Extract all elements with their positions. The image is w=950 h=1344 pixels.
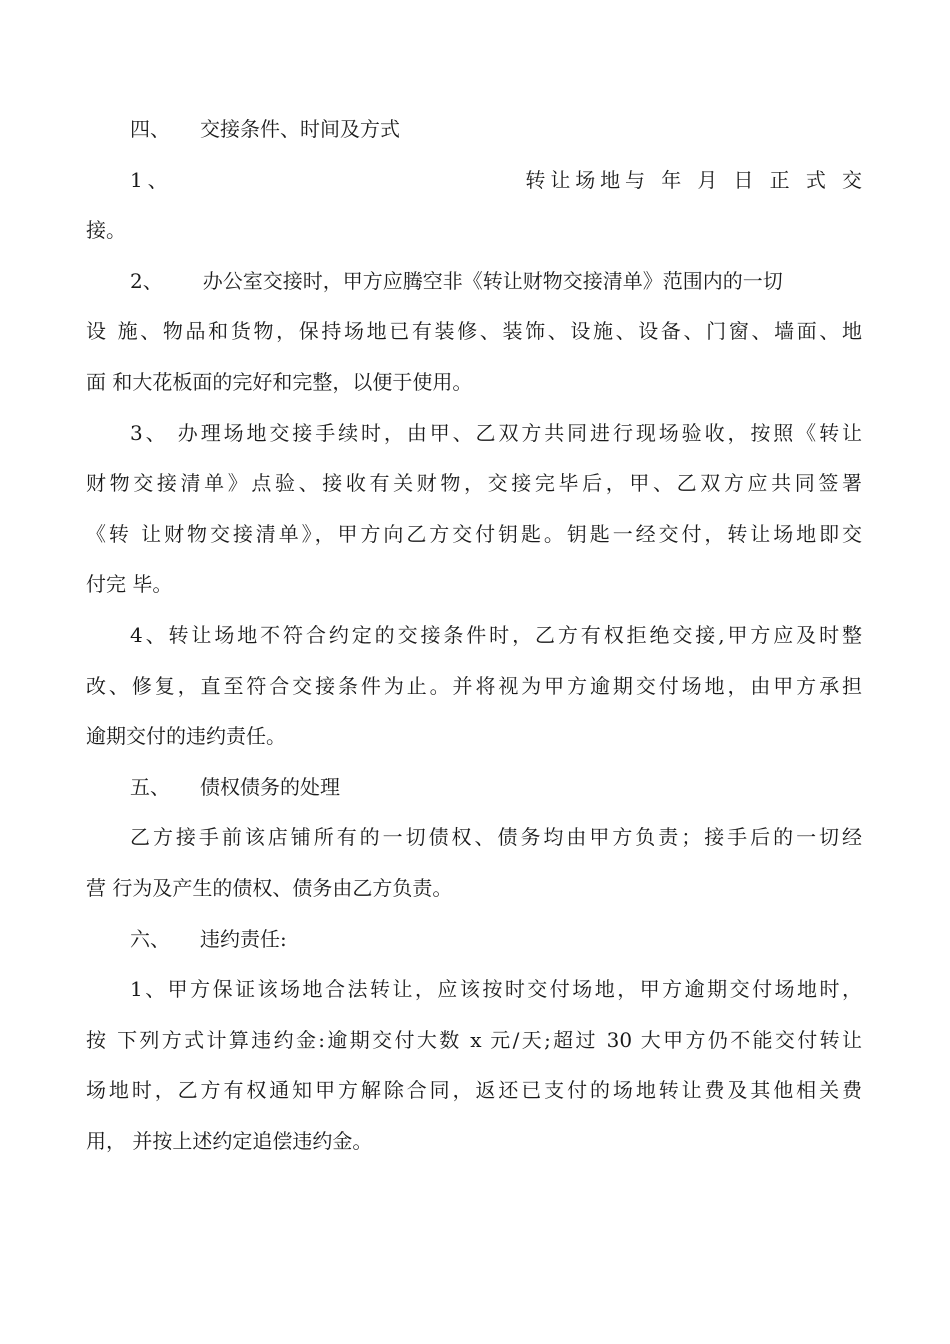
- item-4-line-1: 4、转让场地不符合约定的交接条件时，乙方有权拒绝交接,甲方应及时整: [130, 622, 862, 647]
- para-5-line-1: 乙方接手前该店铺所有的一切债权、债务均由甲方负责；接手后的一切经: [130, 825, 862, 850]
- item-6-1-line-1: 1、甲方保证该场地合法转让，应该按时交付场地，甲方逾期交付场地时，: [130, 977, 862, 1002]
- section-number: 六、: [130, 926, 170, 951]
- para-5-line-2: 营 行为及产生的债权、债务由乙方负责。: [86, 875, 453, 900]
- item-6-1-line-2: 按 下列方式计算违约金:逾期交付大数 x 元/天;超过 30 大甲方仍不能交付转让: [86, 1027, 862, 1052]
- item-number: 2、: [130, 268, 163, 293]
- section-title: 交接条件、时间及方式: [200, 117, 400, 141]
- item-6-1-line-3: 场地时，乙方有权通知甲方解除合同，返还已支付的场地转让费及其他相关费: [86, 1078, 862, 1103]
- section-heading-5: [86, 762, 862, 813]
- item-1-line-2: 接。: [86, 218, 126, 243]
- item-2-line-1: [86, 256, 862, 307]
- item-text: 转让场地与 年 月 日 正 式 交: [520, 167, 862, 192]
- item-4-line-2: 改、修复，直至符合交接条件为止。并将视为甲方逾期交付场地，由甲方承担: [86, 673, 862, 698]
- section-title: 债权债务的处理: [200, 774, 340, 799]
- item-6-1-line-4: 用， 并按上述约定追偿违约金。: [86, 1128, 373, 1153]
- item-3-line-2: 财物交接清单》点验、接收有关财物，交接完毕后，甲、乙双方应共同签署: [86, 471, 862, 496]
- section-number: 五、: [130, 774, 170, 799]
- item-text: 办公室交接时，甲方应腾空非《转让财物交接清单》范围内的一切: [202, 268, 783, 293]
- item-2-line-2: 设 施、物品和货物，保持场地已有装修、装饰、设施、设备、门窗、墙面、地: [86, 319, 862, 344]
- item-3-line-1: 3、 办理场地交接手续时，由甲、乙双方共同进行现场验收，按照《转让: [130, 420, 862, 445]
- item-3-line-3: 《转 让财物交接清单》，甲方向乙方交付钥匙。钥匙一经交付，转让场地即交: [86, 521, 862, 546]
- item-number: 1、: [130, 167, 173, 192]
- item-2-line-3: 面 和大花板面的完好和完整，以便于使用。: [86, 369, 473, 394]
- item-3-line-4: 付完 毕。: [86, 572, 173, 597]
- item-4-line-3: 逾期交付的违约责任。: [86, 724, 286, 749]
- section-number: 四、: [130, 117, 170, 141]
- section-title: 违约责任:: [200, 926, 287, 951]
- section-heading-6: [86, 914, 862, 965]
- section-heading-4: [86, 104, 862, 155]
- item-1-line-1: [86, 155, 862, 206]
- document-page: [86, 104, 862, 1166]
